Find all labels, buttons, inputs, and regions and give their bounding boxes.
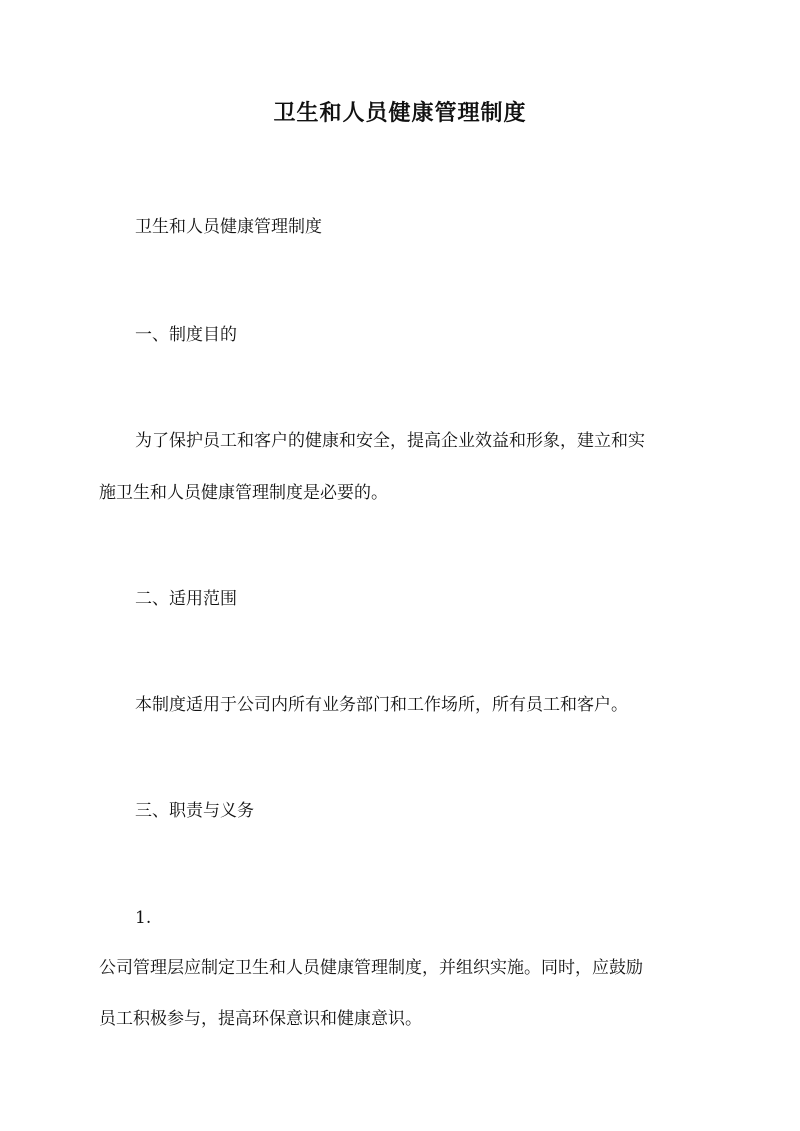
section-1-paragraph-line-2: 施卫生和人员健康管理制度是必要的。 — [99, 483, 388, 503]
section-2-paragraph: 本制度适用于公司内所有业务部门和工作场所，所有员工和客户。 — [135, 695, 628, 715]
document-title: 卫生和人员健康管理制度 — [273, 100, 527, 126]
section-3-item-1-line-2: 员工积极参与，提高环保意识和健康意识。 — [99, 1009, 422, 1029]
section-3-heading: 三、职责与义务 — [135, 801, 254, 821]
section-1-heading: 一、制度目的 — [135, 325, 237, 345]
section-1-paragraph-line-1: 为了保护员工和客户的健康和安全，提高企业效益和形象，建立和实 — [135, 431, 645, 451]
section-3-item-1-line-1: 公司管理层应制定卫生和人员健康管理制度，并组织实施。同时，应鼓励 — [99, 958, 643, 978]
section-3-item-1-number: 1. — [135, 908, 152, 928]
document-subtitle: 卫生和人员健康管理制度 — [135, 217, 322, 237]
section-2-heading: 二、适用范围 — [135, 589, 237, 609]
